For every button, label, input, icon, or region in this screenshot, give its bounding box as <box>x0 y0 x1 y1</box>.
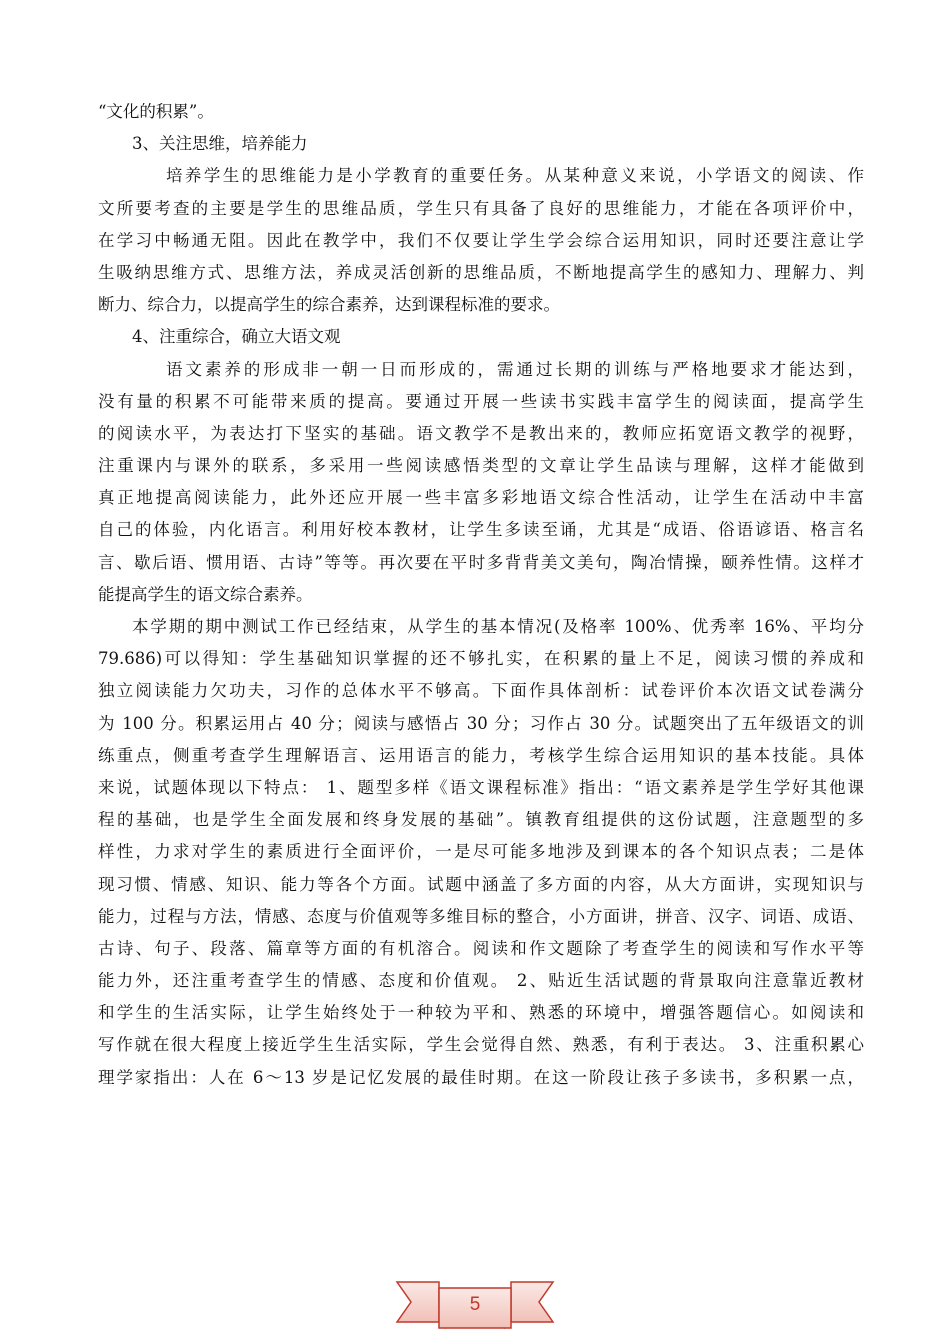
text-line: 培养学生的思维能力是小学教育的重要任务。从某种意义来说，小学语文的阅读、作 <box>166 166 864 186</box>
text-line: 断力、综合力，以提高学生的综合素养，达到课程标准的要求。 <box>98 295 560 315</box>
section-heading: 3、关注思维，培养能力 <box>132 134 308 154</box>
text-line: 语文素养的形成非一朝一日而形成的，需通过长期的训练与严格地要求才能达到， <box>166 359 864 379</box>
text-line: 自己的体验，内化语言。利用好校本教材，让学生多读至诵，尤其是“成语、俗语谚语、格言名 <box>98 520 864 540</box>
text-line: 生吸纳思维方式、思维方法，养成灵活创新的思维品质，不断地提高学生的感知力、理解力、判 <box>98 262 864 282</box>
text-line: 程的基础，也是学生全面发展和终身发展的基础”。镇教育组提供的这份试题，注意题型的多 <box>98 810 864 830</box>
text-line: 文所要考查的主要是学生的思维品质，学生只有具备了良好的思维能力，才能在各项评价中， <box>98 198 864 218</box>
text-line: 为 100 分。积累运用占 40 分；阅读与感悟占 30 分；习作占 30 分。试题突出了五年级语文的训 <box>98 713 864 733</box>
text-line: 没有量的积累不可能带来质的提高。要通过开展一些读书实践丰富学生的阅读面，提高学生 <box>98 391 864 411</box>
text-line: 在学习中畅通无阻。因此在教学中，我们不仅要让学生学会综合运用知识，同时还要注意让学 <box>98 230 864 250</box>
text-line: 的阅读水平，为表达打下坚实的基础。语文教学不是教出来的，教师应拓宽语文教学的视野， <box>98 423 864 443</box>
text-line: 来说，试题体现以下特点： 1、题型多样《语文课程标准》指出：“语文素养是学生学好其他课 <box>98 777 864 797</box>
section-heading: 4、注重综合，确立大语文观 <box>132 327 341 347</box>
text-line: 能提高学生的语文综合素养。 <box>98 584 313 604</box>
text-line: 理学家指出：人在 6～13 岁是记忆发展的最佳时期。在这一阶段让孩子多读书，多积累一点， <box>98 1067 864 1087</box>
text-line: 样性，力求对学生的素质进行全面评价，一是尽可能多地涉及到课本的各个知识点表；二是体 <box>98 842 864 862</box>
text-line: “文化的积累”。 <box>98 102 214 121</box>
text-line: 79.686)可以得知：学生基础知识掌握的还不够扎实，在积累的量上不足，阅读习惯的养成和 <box>98 649 864 669</box>
text-line: 言、歇后语、惯用语、古诗”等等。再次要在平时多背背美文美句，陶冶情操，颐养性情。这样才 <box>98 552 864 572</box>
text-line: 能力，过程与方法，情感、态度与价值观等多维目标的整合，小方面讲，拼音、汉字、词语、成语、 <box>98 906 864 926</box>
page-number: 5 <box>469 1294 481 1315</box>
text-line: 注重课内与课外的联系，多采用一些阅读感悟类型的文章让学生品读与理解，这样才能做到 <box>98 456 864 476</box>
text-line: 真正地提高阅读能力，此外还应开展一些丰富多彩地语文综合性活动，让学生在活动中丰富 <box>98 488 864 508</box>
text-line: 和学生的生活实际，让学生始终处于一种较为平和、熟悉的环境中，增强答题信心。如阅读和 <box>98 1003 864 1023</box>
text-line: 能力外，还注重考查学生的情感、态度和价值观。 2、贴近生活试题的背景取向注意靠近教材 <box>98 971 864 991</box>
text-line: 本学期的期中测试工作已经结束，从学生的基本情况(及格率 100%、优秀率 16%、平均分 <box>132 617 864 636</box>
document-body <box>98 96 864 1094</box>
text-line: 独立阅读能力欠功夫，习作的总体水平不够高。下面作具体剖析：试卷评价本次语文试卷满分 <box>98 681 864 701</box>
text-line: 古诗、句子、段落、篇章等方面的有机溶合。阅读和作文题除了考查学生的阅读和写作水平等 <box>98 938 864 958</box>
text-line: 写作就在很大程度上接近学生生活实际，学生会觉得自然、熟悉，有利于表达。 3、注重积累心 <box>98 1035 864 1055</box>
text-line: 现习惯、情感、知识、能力等各个方面。试题中涵盖了多方面的内容，从大方面讲，实现知识与 <box>98 874 864 894</box>
text-line: 练重点，侧重考查学生理解语言、运用语言的能力，考核学生综合运用知识的基本技能。具体 <box>98 745 864 765</box>
